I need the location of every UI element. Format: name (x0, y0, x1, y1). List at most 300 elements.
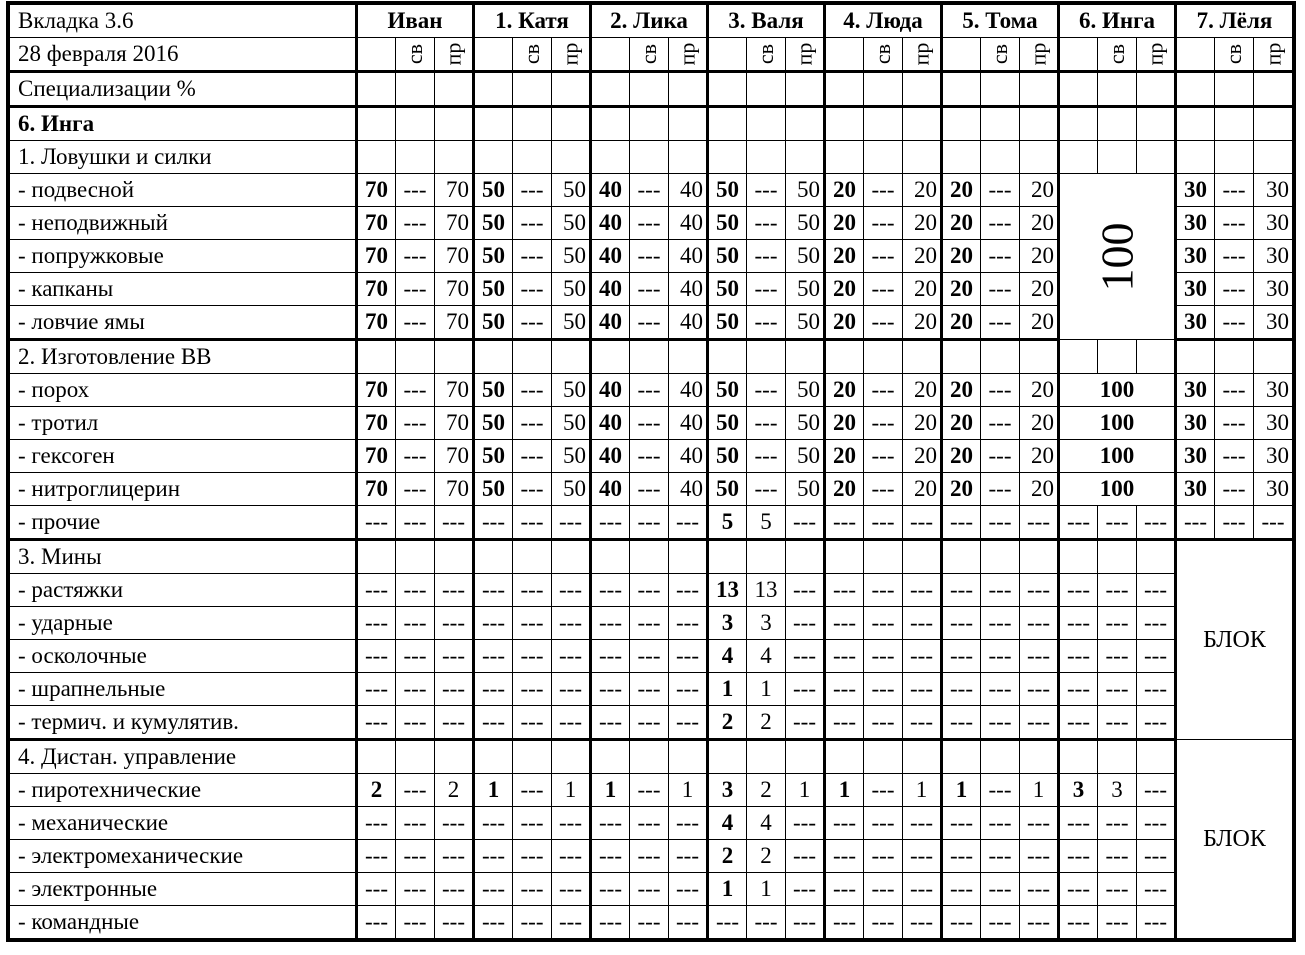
toma-main: --- (942, 807, 981, 840)
toma-pr: 20 (1020, 473, 1059, 506)
toma-sv: --- (981, 640, 1020, 673)
lelya-sv: --- (1215, 273, 1254, 306)
lika-pr: --- (669, 506, 708, 540)
toma-pr: --- (1020, 506, 1059, 540)
katya-main: --- (474, 840, 513, 873)
lyuda-main: 1 (825, 774, 864, 807)
blank-cell (864, 107, 903, 141)
lelya-sv: --- (1215, 174, 1254, 207)
katya-pr: 50 (552, 240, 591, 273)
katya-main: 50 (474, 240, 513, 273)
inga-sv: --- (1098, 506, 1137, 540)
katya-sv: --- (513, 407, 552, 440)
valya-main: 50 (708, 273, 747, 306)
blank-cell (1137, 72, 1176, 107)
toma-pr: --- (1020, 706, 1059, 740)
toma-main: 20 (942, 407, 981, 440)
blank-cell (1098, 340, 1137, 374)
lika-main: 40 (591, 174, 630, 207)
lyuda-sv: --- (864, 706, 903, 740)
lika-sv: --- (630, 407, 669, 440)
katya-pr: --- (552, 673, 591, 706)
ivan-pr: 70 (435, 273, 474, 306)
katya-pr: --- (552, 840, 591, 873)
katya-sv: --- (513, 607, 552, 640)
lelya-main: 30 (1176, 174, 1215, 207)
toma-main: 20 (942, 273, 981, 306)
lika-pr: 40 (669, 306, 708, 340)
lyuda-sv: --- (864, 240, 903, 273)
blank-cell (825, 38, 864, 72)
blank-cell (669, 141, 708, 174)
ivan-sv: --- (396, 807, 435, 840)
lelya-main: 30 (1176, 374, 1215, 407)
inga-value: 100 (1059, 473, 1176, 506)
inga-main: --- (1059, 906, 1098, 939)
ivan-main: --- (357, 807, 396, 840)
row-label: - порох (10, 374, 357, 407)
valya-main: 1 (708, 873, 747, 906)
blank-cell (1137, 107, 1176, 141)
blank-cell (1176, 141, 1215, 174)
toma-main: --- (942, 640, 981, 673)
inga-main: --- (1059, 640, 1098, 673)
blank-cell (825, 340, 864, 374)
lika-main: --- (591, 574, 630, 607)
toma-main: --- (942, 873, 981, 906)
blank-cell (435, 72, 474, 107)
lika-sv: --- (630, 607, 669, 640)
blank-cell (903, 740, 942, 774)
sub-header-pr-text: пр (1025, 42, 1051, 66)
blank-cell (747, 107, 786, 141)
valya-sv: 2 (747, 706, 786, 740)
valya-main: 50 (708, 374, 747, 407)
ivan-main: 70 (357, 407, 396, 440)
blank-cell (747, 141, 786, 174)
lika-main: --- (591, 873, 630, 906)
lyuda-main: 20 (825, 407, 864, 440)
lyuda-pr: --- (903, 873, 942, 906)
lika-sv: --- (630, 374, 669, 407)
ivan-main: --- (357, 706, 396, 740)
table-row (10, 141, 1293, 174)
blank-cell (1176, 340, 1215, 374)
lika-sv: --- (630, 673, 669, 706)
katya-pr: 50 (552, 407, 591, 440)
lika-pr: 1 (669, 774, 708, 807)
blank-cell (357, 540, 396, 574)
toma-sv: --- (981, 706, 1020, 740)
sub-header-pr-text: пр (791, 42, 817, 66)
blank-cell (1020, 107, 1059, 141)
inga-pr: --- (1137, 640, 1176, 673)
ivan-main: --- (357, 906, 396, 939)
ivan-main: --- (357, 506, 396, 540)
inga-value: 100 (1059, 440, 1176, 473)
table-row (10, 873, 1293, 906)
inga-value: 100 (1059, 407, 1176, 440)
inga-main: --- (1059, 673, 1098, 706)
inga-pr: --- (1137, 673, 1176, 706)
blank-cell (1059, 740, 1098, 774)
valya-pr: 50 (786, 207, 825, 240)
lyuda-pr: 20 (903, 306, 942, 340)
valya-main: 13 (708, 574, 747, 607)
toma-sv: --- (981, 673, 1020, 706)
lyuda-pr: 20 (903, 473, 942, 506)
toma-pr: 1 (1020, 774, 1059, 807)
lyuda-sv: --- (864, 607, 903, 640)
lyuda-sv: --- (864, 840, 903, 873)
lika-pr: 40 (669, 207, 708, 240)
lyuda-pr: 20 (903, 374, 942, 407)
sub-header-sv (864, 38, 903, 72)
katya-pr: 50 (552, 440, 591, 473)
blank-cell (474, 740, 513, 774)
selected-person-label: 6. Инга (10, 107, 357, 141)
valya-pr: --- (786, 906, 825, 939)
blank-cell (669, 340, 708, 374)
katya-pr: --- (552, 506, 591, 540)
lyuda-main: --- (825, 840, 864, 873)
lelya-main: 30 (1176, 273, 1215, 306)
table-row (10, 540, 1293, 574)
lyuda-main: 20 (825, 207, 864, 240)
lika-sv: --- (630, 873, 669, 906)
lelya-pr: 30 (1254, 174, 1293, 207)
valya-pr: 50 (786, 473, 825, 506)
katya-main: 50 (474, 306, 513, 340)
lika-pr: 40 (669, 273, 708, 306)
ivan-sv: --- (396, 906, 435, 939)
sub-header-pr-text: пр (1142, 42, 1168, 66)
ivan-sv: --- (396, 506, 435, 540)
sub-header-sv-text: св (402, 43, 427, 65)
katya-sv: --- (513, 440, 552, 473)
valya-main: 4 (708, 640, 747, 673)
blank-cell (981, 740, 1020, 774)
valya-pr: 50 (786, 306, 825, 340)
inga-sv: --- (1098, 673, 1137, 706)
katya-sv: --- (513, 807, 552, 840)
person-header-inga: 6. Инга (1059, 5, 1176, 38)
table-row (10, 174, 1293, 207)
lyuda-pr: --- (903, 640, 942, 673)
lyuda-sv: --- (864, 506, 903, 540)
lelya-pr: 30 (1254, 440, 1293, 473)
blank-cell (1137, 540, 1176, 574)
blank-cell (864, 340, 903, 374)
ivan-sv: --- (396, 407, 435, 440)
valya-sv: --- (747, 407, 786, 440)
blank-cell (1137, 340, 1176, 374)
valya-pr: 50 (786, 440, 825, 473)
blank-cell (1098, 540, 1137, 574)
ivan-pr: --- (435, 706, 474, 740)
katya-main: 50 (474, 374, 513, 407)
lelya-pr: 30 (1254, 407, 1293, 440)
blank-cell (747, 540, 786, 574)
lelya-pr: 30 (1254, 473, 1293, 506)
inga-sv: --- (1098, 706, 1137, 740)
blank-cell (903, 540, 942, 574)
lika-pr: --- (669, 673, 708, 706)
toma-sv: --- (981, 607, 1020, 640)
blank-cell (708, 107, 747, 141)
sub-header-pr-text: пр (440, 42, 466, 66)
lelya-sv: --- (1215, 240, 1254, 273)
valya-sv: 4 (747, 640, 786, 673)
katya-sv: --- (513, 906, 552, 939)
ivan-main: --- (357, 574, 396, 607)
blank-cell (864, 540, 903, 574)
blank-cell (552, 340, 591, 374)
lika-main: --- (591, 906, 630, 939)
inga-block-value-text: 100 (1091, 222, 1142, 291)
lelya-pr: 30 (1254, 273, 1293, 306)
table-row (10, 72, 1293, 107)
blank-cell (669, 540, 708, 574)
lyuda-main: 20 (825, 440, 864, 473)
lika-sv: --- (630, 706, 669, 740)
blank-cell (1215, 340, 1254, 374)
valya-sv: --- (747, 306, 786, 340)
blank-cell (825, 72, 864, 107)
blank-cell (513, 340, 552, 374)
ivan-pr: 70 (435, 240, 474, 273)
lika-sv: --- (630, 273, 669, 306)
sub-header-pr (669, 38, 708, 72)
date: 28 февраля 2016 (10, 38, 357, 72)
toma-pr: --- (1020, 640, 1059, 673)
lika-main: 40 (591, 374, 630, 407)
blank-cell (474, 340, 513, 374)
table-row (10, 640, 1293, 673)
blank-cell (552, 72, 591, 107)
inga-pr: --- (1137, 574, 1176, 607)
blank-cell (825, 107, 864, 141)
lika-main: --- (591, 807, 630, 840)
blank-cell (513, 107, 552, 141)
lika-main: 40 (591, 273, 630, 306)
blank-cell (1098, 740, 1137, 774)
lyuda-pr: 20 (903, 240, 942, 273)
lika-main: 40 (591, 473, 630, 506)
blank-cell (1020, 740, 1059, 774)
toma-main: 20 (942, 306, 981, 340)
valya-sv: --- (747, 207, 786, 240)
ivan-sv: --- (396, 207, 435, 240)
toma-sv: --- (981, 207, 1020, 240)
blank-cell (474, 107, 513, 141)
table-row (10, 440, 1293, 473)
toma-pr: --- (1020, 906, 1059, 939)
lyuda-pr: 1 (903, 774, 942, 807)
row-label: - термич. и кумулятив. (10, 706, 357, 740)
toma-main: --- (942, 673, 981, 706)
inga-pr: --- (1137, 506, 1176, 540)
ivan-pr: --- (435, 574, 474, 607)
table-row (10, 774, 1293, 807)
lyuda-pr: 20 (903, 273, 942, 306)
toma-main: --- (942, 506, 981, 540)
valya-pr: 50 (786, 374, 825, 407)
toma-pr: --- (1020, 574, 1059, 607)
sub-header-pr (1254, 38, 1293, 72)
ivan-pr: 70 (435, 207, 474, 240)
ivan-pr: 70 (435, 473, 474, 506)
person-header-lika: 2. Лика (591, 5, 708, 38)
blank-cell (981, 540, 1020, 574)
blank-cell (630, 740, 669, 774)
katya-main: 50 (474, 407, 513, 440)
katya-main: 50 (474, 473, 513, 506)
blank-cell (513, 540, 552, 574)
row-label: - капканы (10, 273, 357, 306)
valya-sv: --- (747, 440, 786, 473)
table-row (10, 374, 1293, 407)
inga-sv: 3 (1098, 774, 1137, 807)
inga-main: --- (1059, 706, 1098, 740)
blank-cell (786, 107, 825, 141)
blank-cell (474, 141, 513, 174)
blank-cell (708, 540, 747, 574)
valya-pr: --- (786, 807, 825, 840)
inga-pr: --- (1137, 807, 1176, 840)
blank-cell (942, 72, 981, 107)
sub-header-sv (630, 38, 669, 72)
row-label: - электронные (10, 873, 357, 906)
lika-pr: 40 (669, 174, 708, 207)
sub-header-sv (981, 38, 1020, 72)
ivan-sv: --- (396, 273, 435, 306)
katya-sv: --- (513, 374, 552, 407)
ivan-main: 70 (357, 240, 396, 273)
row-label: - ловчие ямы (10, 306, 357, 340)
lyuda-sv: --- (864, 673, 903, 706)
person-header-lelya: 7. Лёля (1176, 5, 1293, 38)
katya-pr: 50 (552, 207, 591, 240)
blank-cell (357, 107, 396, 141)
toma-main: 20 (942, 174, 981, 207)
sub-header-sv (747, 38, 786, 72)
blank-cell (786, 340, 825, 374)
sub-header-sv (513, 38, 552, 72)
blank-cell (786, 72, 825, 107)
katya-main: 1 (474, 774, 513, 807)
katya-main: --- (474, 673, 513, 706)
blank-cell (942, 740, 981, 774)
lika-main: --- (591, 673, 630, 706)
blank-cell (1254, 72, 1293, 107)
lika-pr: 40 (669, 407, 708, 440)
toma-pr: 20 (1020, 240, 1059, 273)
blank-cell (630, 72, 669, 107)
ivan-main: 70 (357, 306, 396, 340)
lelya-sv: --- (1215, 407, 1254, 440)
ivan-pr: --- (435, 673, 474, 706)
sub-header-sv (1215, 38, 1254, 72)
row-label: - механические (10, 807, 357, 840)
lyuda-main: 20 (825, 473, 864, 506)
katya-sv: --- (513, 473, 552, 506)
specializations-label: Специализации % (10, 72, 357, 107)
katya-main: --- (474, 706, 513, 740)
toma-main: --- (942, 607, 981, 640)
lika-main: 40 (591, 306, 630, 340)
table-row (10, 38, 1293, 72)
katya-sv: --- (513, 840, 552, 873)
lyuda-sv: --- (864, 574, 903, 607)
toma-pr: 20 (1020, 174, 1059, 207)
row-label: - ударные (10, 607, 357, 640)
valya-pr: --- (786, 873, 825, 906)
inga-main: --- (1059, 840, 1098, 873)
blank-cell (669, 740, 708, 774)
valya-main: 50 (708, 240, 747, 273)
valya-sv: 1 (747, 873, 786, 906)
blank-cell (396, 740, 435, 774)
blank-cell (396, 107, 435, 141)
katya-main: 50 (474, 207, 513, 240)
katya-main: --- (474, 873, 513, 906)
lyuda-main: --- (825, 673, 864, 706)
section-remote-label: 4. Дистан. управление (10, 740, 357, 774)
lika-main: --- (591, 640, 630, 673)
blank-cell (1098, 107, 1137, 141)
row-label: - командные (10, 906, 357, 939)
sub-header-sv-text: св (870, 43, 895, 65)
lyuda-pr: --- (903, 574, 942, 607)
blank-cell (747, 340, 786, 374)
katya-main: --- (474, 807, 513, 840)
sub-header-pr (435, 38, 474, 72)
lika-sv: --- (630, 440, 669, 473)
lelya-sv: --- (1215, 207, 1254, 240)
blank-cell (1215, 72, 1254, 107)
lyuda-sv: --- (864, 174, 903, 207)
lika-sv: --- (630, 807, 669, 840)
ivan-sv: --- (396, 873, 435, 906)
toma-sv: --- (981, 374, 1020, 407)
sub-header-pr (1137, 38, 1176, 72)
toma-sv: --- (981, 807, 1020, 840)
blank-cell (357, 340, 396, 374)
blank-cell (435, 141, 474, 174)
valya-main: 3 (708, 607, 747, 640)
ivan-sv: --- (396, 774, 435, 807)
katya-sv: --- (513, 207, 552, 240)
lyuda-main: --- (825, 607, 864, 640)
lyuda-main: --- (825, 906, 864, 939)
ivan-sv: --- (396, 174, 435, 207)
toma-sv: --- (981, 407, 1020, 440)
toma-sv: --- (981, 473, 1020, 506)
blank-cell (1059, 340, 1098, 374)
blank-cell (630, 107, 669, 141)
blank-cell (825, 141, 864, 174)
section-explosives-label: 2. Изготовление ВВ (10, 340, 357, 374)
valya-pr: 50 (786, 240, 825, 273)
lelya-main: 30 (1176, 240, 1215, 273)
toma-main: 20 (942, 473, 981, 506)
valya-sv: 2 (747, 774, 786, 807)
katya-main: 50 (474, 273, 513, 306)
toma-sv: --- (981, 774, 1020, 807)
table-row (10, 107, 1293, 141)
katya-main: --- (474, 506, 513, 540)
